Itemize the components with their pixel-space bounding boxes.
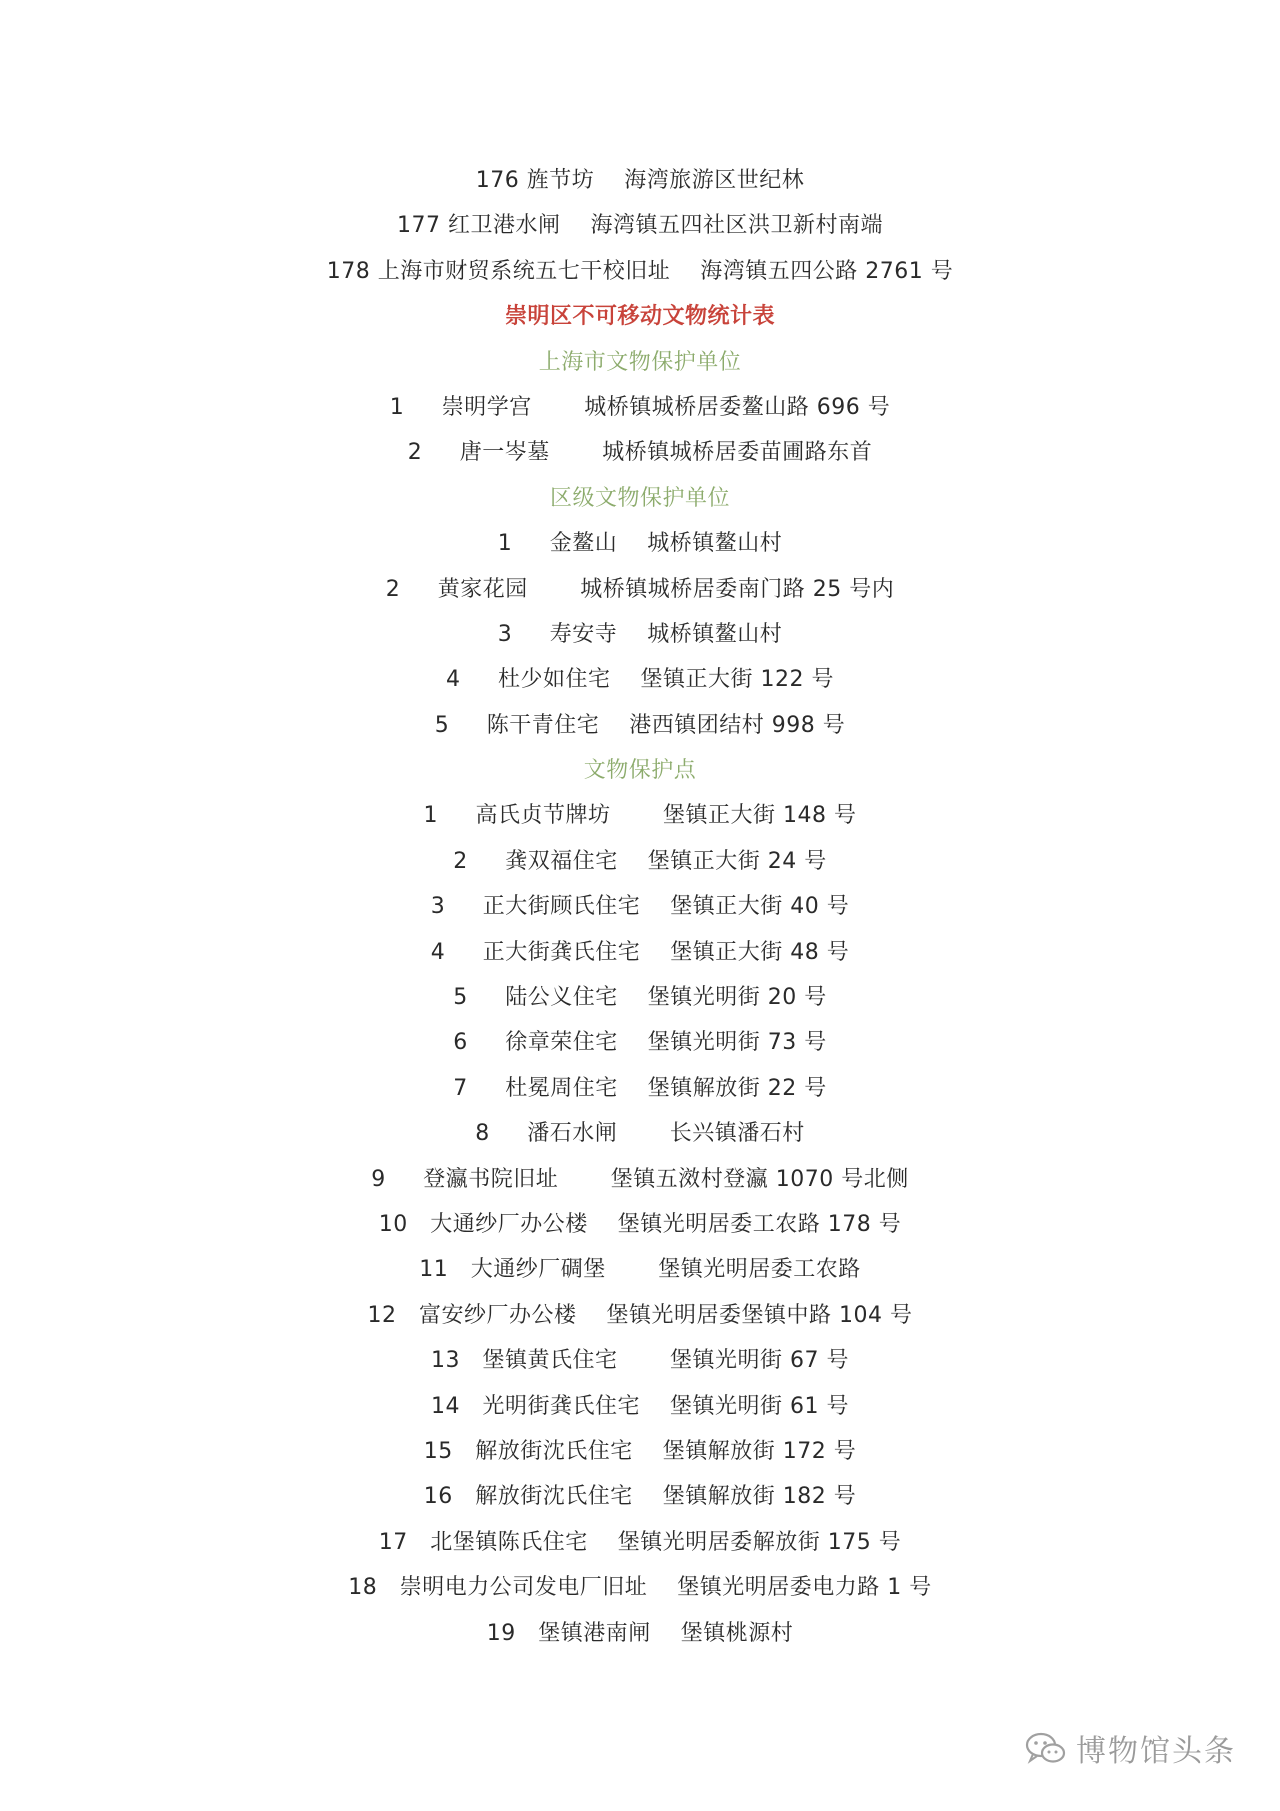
list-item: 15 解放街沈氏住宅 堡镇解放街 172 号 <box>423 1438 857 1464</box>
list-item: 17 北堡镇陈氏住宅 堡镇光明居委解放街 175 号 <box>378 1529 902 1555</box>
watermark-text: 博物馆头条 <box>1076 1734 1236 1769</box>
list-item: 13 堡镇黄氏住宅 堡镇光明街 67 号 <box>431 1348 849 1374</box>
list-item: 16 解放街沈氏住宅 堡镇解放街 182 号 <box>423 1484 857 1510</box>
list-item: 5 陈干青住宅 港西镇团结村 998 号 <box>434 712 846 738</box>
wechat-icon <box>1024 1731 1068 1765</box>
list-item: 3 正大街顾氏住宅 堡镇正大街 40 号 <box>430 894 850 920</box>
list-item: 8 潘石水闸 长兴镇潘石村 <box>475 1121 805 1147</box>
list-item: 177 红卫港水闸 海湾镇五四社区洪卫新村南端 <box>397 213 883 239</box>
list-item: 4 正大街龚氏住宅 堡镇正大街 48 号 <box>430 939 850 965</box>
list-item: 2 唐一岑墓 城桥镇城桥居委苗圃路东首 <box>407 440 873 466</box>
list-item: 9 登瀛书院旧址 堡镇五滧村登瀛 1070 号北侧 <box>371 1166 909 1192</box>
watermark <box>1024 1726 1236 1770</box>
list-item: 1 崇明学宫 城桥镇城桥居委鳌山路 696 号 <box>389 394 891 420</box>
list-item: 5 陆公义住宅 堡镇光明街 20 号 <box>453 985 827 1011</box>
list-item: 6 徐章荣住宅 堡镇光明街 73 号 <box>453 1030 827 1056</box>
list-item: 10 大通纱厂办公楼 堡镇光明居委工农路 178 号 <box>378 1211 902 1237</box>
section-heading: 上海市文物保护单位 <box>538 349 742 375</box>
section-heading: 区级文物保护单位 <box>549 485 730 511</box>
table-title: 崇明区不可移动文物统计表 <box>504 304 775 330</box>
list-item: 7 杜冕周住宅 堡镇解放街 22 号 <box>453 1075 827 1101</box>
list-item: 19 堡镇港南闸 堡镇桃源村 <box>486 1620 794 1646</box>
relic-list <box>0 158 1280 1656</box>
list-item: 2 黄家花园 城桥镇城桥居委南门路 25 号内 <box>385 576 895 602</box>
list-item: 18 崇明电力公司发电厂旧址 堡镇光明居委电力路 1 号 <box>348 1575 932 1601</box>
section-heading: 文物保护点 <box>583 758 697 784</box>
list-item: 176 旌节坊 海湾旅游区世纪林 <box>475 168 805 193</box>
list-item: 11 大通纱厂碉堡 堡镇光明居委工农路 <box>419 1257 861 1283</box>
list-item: 14 光明街龚氏住宅 堡镇光明街 61 号 <box>431 1393 849 1419</box>
list-item: 178 上海市财贸系统五七干校旧址 海湾镇五四公路 2761 号 <box>326 258 954 284</box>
list-item: 4 杜少如住宅 堡镇正大街 122 号 <box>446 667 834 693</box>
list-item: 1 金鳌山 城桥镇鳌山村 <box>497 531 783 557</box>
list-item: 1 高氏贞节牌坊 堡镇正大街 148 号 <box>423 803 857 829</box>
list-item: 3 寿安寺 城桥镇鳌山村 <box>497 621 783 647</box>
list-item: 2 龚双福住宅 堡镇正大街 24 号 <box>453 848 827 874</box>
list-item: 12 富安纱厂办公楼 堡镇光明居委堡镇中路 104 号 <box>367 1302 913 1328</box>
